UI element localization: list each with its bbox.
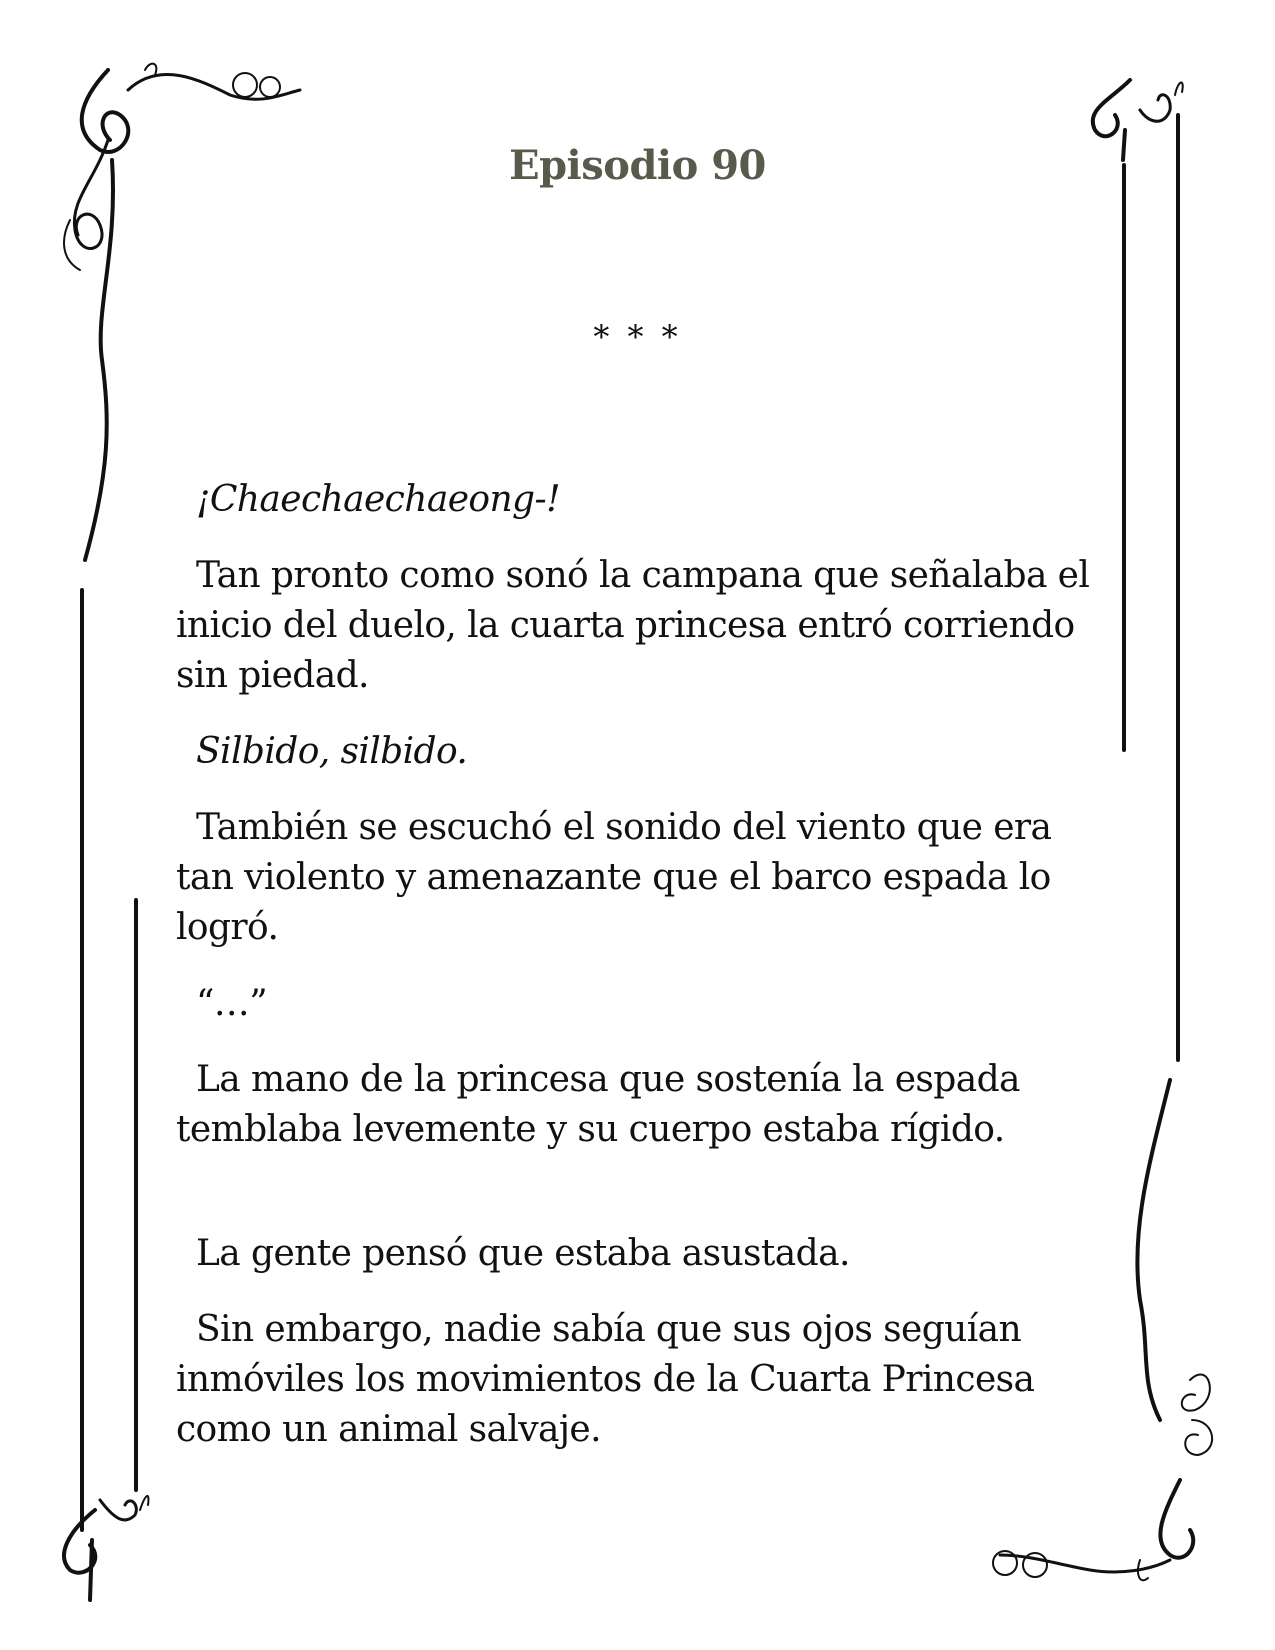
story-body — [176, 475, 1096, 1481]
paragraph-wind: También se escuchó el sonido del viento que era tan violento y amenazante que el barco espada lo logró. — [176, 807, 1052, 948]
paragraph-silence: “…” — [196, 983, 268, 1024]
section-separator: * * * — [593, 318, 682, 356]
paragraph-eyes-following: Sin embargo, nadie sabía que sus ojos seguían inmóviles los movimientos de la Cuarta Princesa como un animal salvaje. — [176, 1309, 1035, 1450]
paragraph-duel-start: Tan pronto como sonó la campana que señalaba el inicio del duelo, la cuarta princesa entró corriendo sin piedad. — [176, 555, 1090, 696]
paragraph-trembling-hand: La mano de la princesa que sostenía la espada temblaba levemente y su cuerpo estaba rígido. — [176, 1059, 1020, 1150]
flourish-bottom-left-icon — [64, 1496, 148, 1600]
paragraph-people-thought: La gente pensó que estaba asustada. — [196, 1233, 850, 1274]
paragraph-sound-whistle: Silbido, silbido. — [196, 731, 468, 772]
page-title: Episodio 90 — [509, 142, 766, 189]
paragraph-sound-bell: ¡Chaechaechaeong-! — [196, 479, 560, 520]
